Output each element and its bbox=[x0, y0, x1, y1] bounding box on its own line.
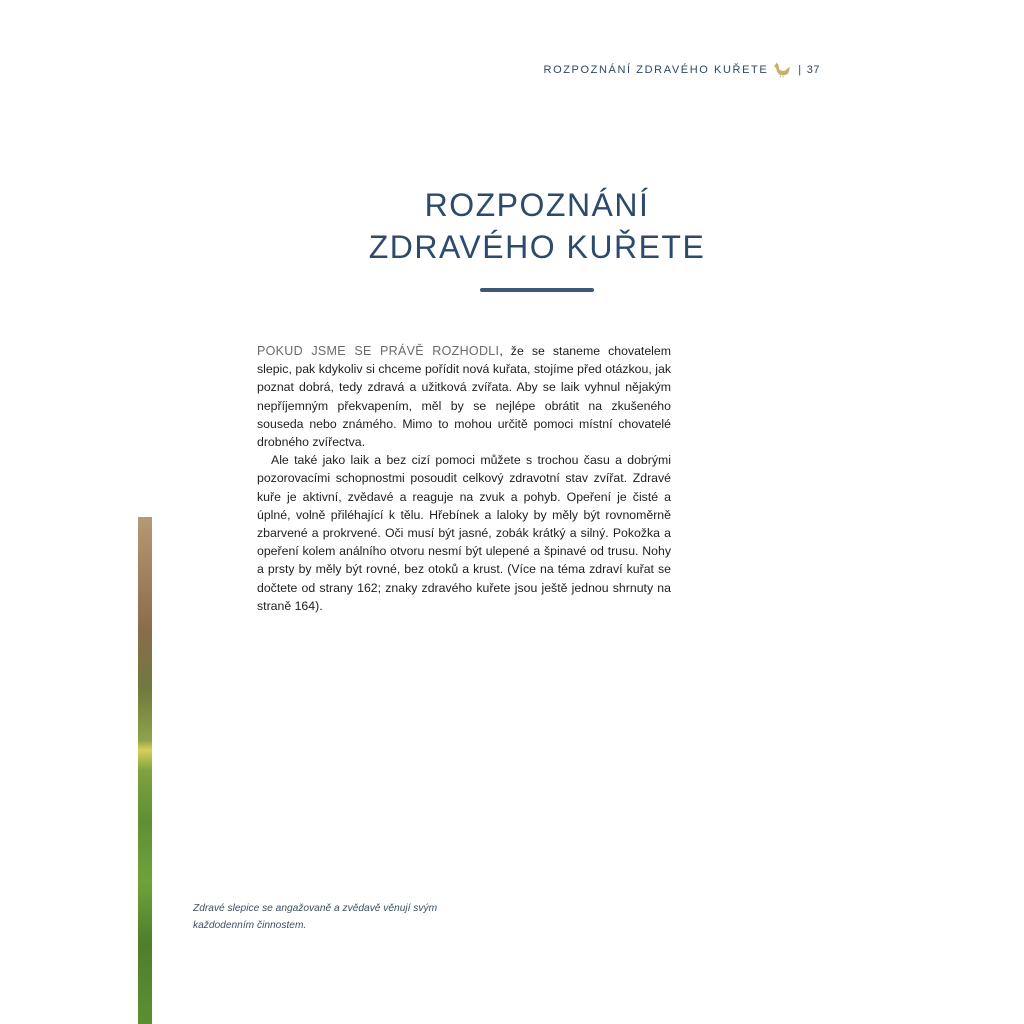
chapter-title-line2: ZDRAVÉHO KUŘETE bbox=[368, 229, 706, 265]
running-head-title: ROZPOZNÁNÍ ZDRAVÉHO KUŘETE bbox=[543, 64, 769, 76]
title-underline-rule bbox=[480, 288, 594, 292]
running-head bbox=[544, 62, 820, 78]
hen-icon bbox=[772, 62, 792, 78]
chapter-title bbox=[320, 184, 754, 268]
paragraph-1-text: , že se staneme chovatelem slepic, pak kdykoliv si chceme pořídit nová kuřata, stojíme před otázkou, jak poznat dobrá, tedy zdravá a užitková zvířata. Aby se laik vyhnul nějakým nepříjemným překvapením, měl by se nejlépe obrátit na zkušeného souseda nebo známého. Mimo to mohou určitě pomoci místní chovatelé drobného zvířectva. bbox=[257, 344, 671, 450]
photo-caption: Zdravé slepice se angažovaně a zvědavě věnují svým každodenním činnostem. bbox=[193, 903, 438, 931]
page-number: 37 bbox=[806, 64, 820, 76]
lead-in-smallcaps: POKUD JSME SE PRÁVĚ ROZHODLI bbox=[257, 344, 500, 358]
body-text bbox=[257, 342, 671, 615]
paragraph-1 bbox=[257, 342, 671, 451]
running-head-separator: | bbox=[798, 64, 803, 76]
chapter-title-line1: ROZPOZNÁNÍ bbox=[424, 187, 650, 223]
photo-edge-strip bbox=[138, 517, 152, 1024]
paragraph-2: Ale také jako laik a bez cizí pomoci můžete s trochou času a dobrými pozorovacími schopnostmi posoudit celkový zdravotní stav zvířat. Zdravé kuře je aktivní, zvědavé a reaguje na zvuk a pohyb. Opeření je čisté a úplné, volně přiléhající k tělu. Hřebínek a laloky by měly být rovnoměrně zbarvené a prokrvené. Oči musí být jasné, zobák krátký a silný. Pokožka a opeření kolem análního otvoru nesmí být ulepené a špinavé od trusu. Nohy a prsty by měly být rovné, bez otoků a krust. (Více na téma zdraví kuřat se dočtete od strany 162; znaky zdravého kuřete jsou ještě jednou shrnuty na straně 164). bbox=[257, 453, 671, 613]
